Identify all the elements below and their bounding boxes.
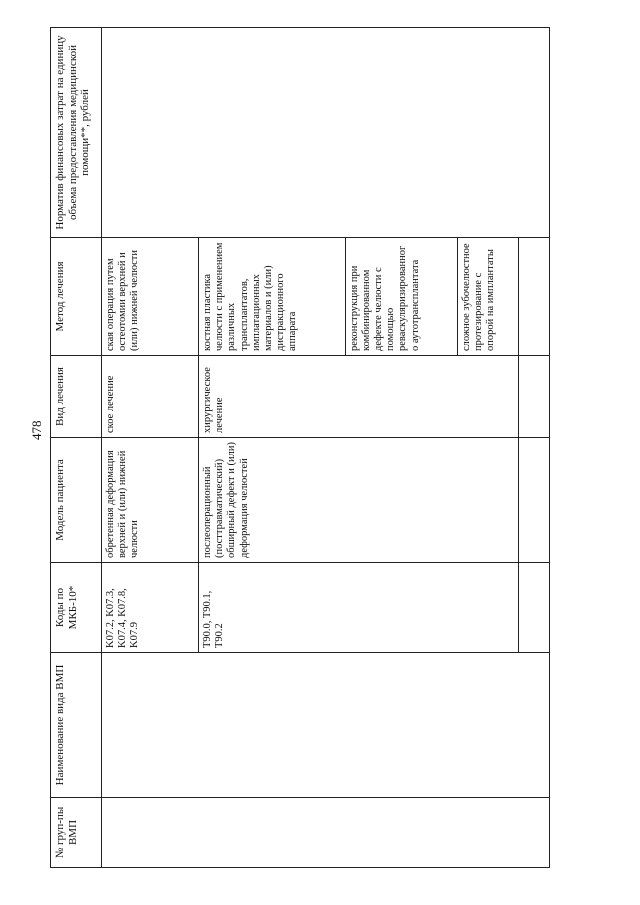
header-row <box>51 28 102 868</box>
cell-model: послеоперационный (посттравматический) обширный дефект и (или) деформация челюстей <box>199 438 519 563</box>
cell-treatment-type: ское лечение <box>102 356 199 438</box>
cell-group <box>102 798 550 868</box>
cell-treatment-type-blank <box>519 356 550 438</box>
cell-name <box>102 653 550 798</box>
table-row <box>102 28 199 868</box>
cell-method: сложное зубочелюстное протезирование с опорой на имплантаты <box>457 238 518 356</box>
col-header-model: Модель пациента <box>51 438 102 563</box>
cell-norm <box>102 28 550 238</box>
cell-method: костная пластика челюсти с применением различных трансплантатов, имплатационных материалов и (или) дистракционного аппарата <box>199 238 346 356</box>
vmp-table <box>50 27 550 868</box>
cell-treatment-type: хирургическое лечение <box>199 356 519 438</box>
cell-method-blank <box>519 238 550 356</box>
page-number: 478 <box>29 420 44 440</box>
col-header-norm: Норматив финансовых затрат на единицу объема предоставления медицинской помощи**, рублей <box>51 28 102 238</box>
cell-codes-blank <box>519 563 550 653</box>
cell-method: ская операция путем остеотомии верхней и (или) нижней челюсти <box>102 238 199 356</box>
cell-model-blank <box>519 438 550 563</box>
cell-codes: K07.2, K07.3, K07.4, K07.8, K07.9 <box>102 563 199 653</box>
cell-model: обретенная деформация верхней и (или) нижней челюсти <box>102 438 199 563</box>
cell-method: реконструкция при комбинированном дефекте челюсти с помощью реваскуляризированного аутотрансплантата <box>345 238 457 356</box>
col-header-name: Наименование вида ВМП <box>51 653 102 798</box>
cell-codes: T90.0, T90.1, T90.2 <box>199 563 519 653</box>
col-header-method: Метод лечения <box>51 238 102 356</box>
col-header-codes: Коды по МКБ-10* <box>51 563 102 653</box>
col-header-treatment-type: Вид лечения <box>51 356 102 438</box>
col-header-group: № груп-пы ВМП <box>51 798 102 868</box>
rotated-table-container <box>50 28 550 868</box>
